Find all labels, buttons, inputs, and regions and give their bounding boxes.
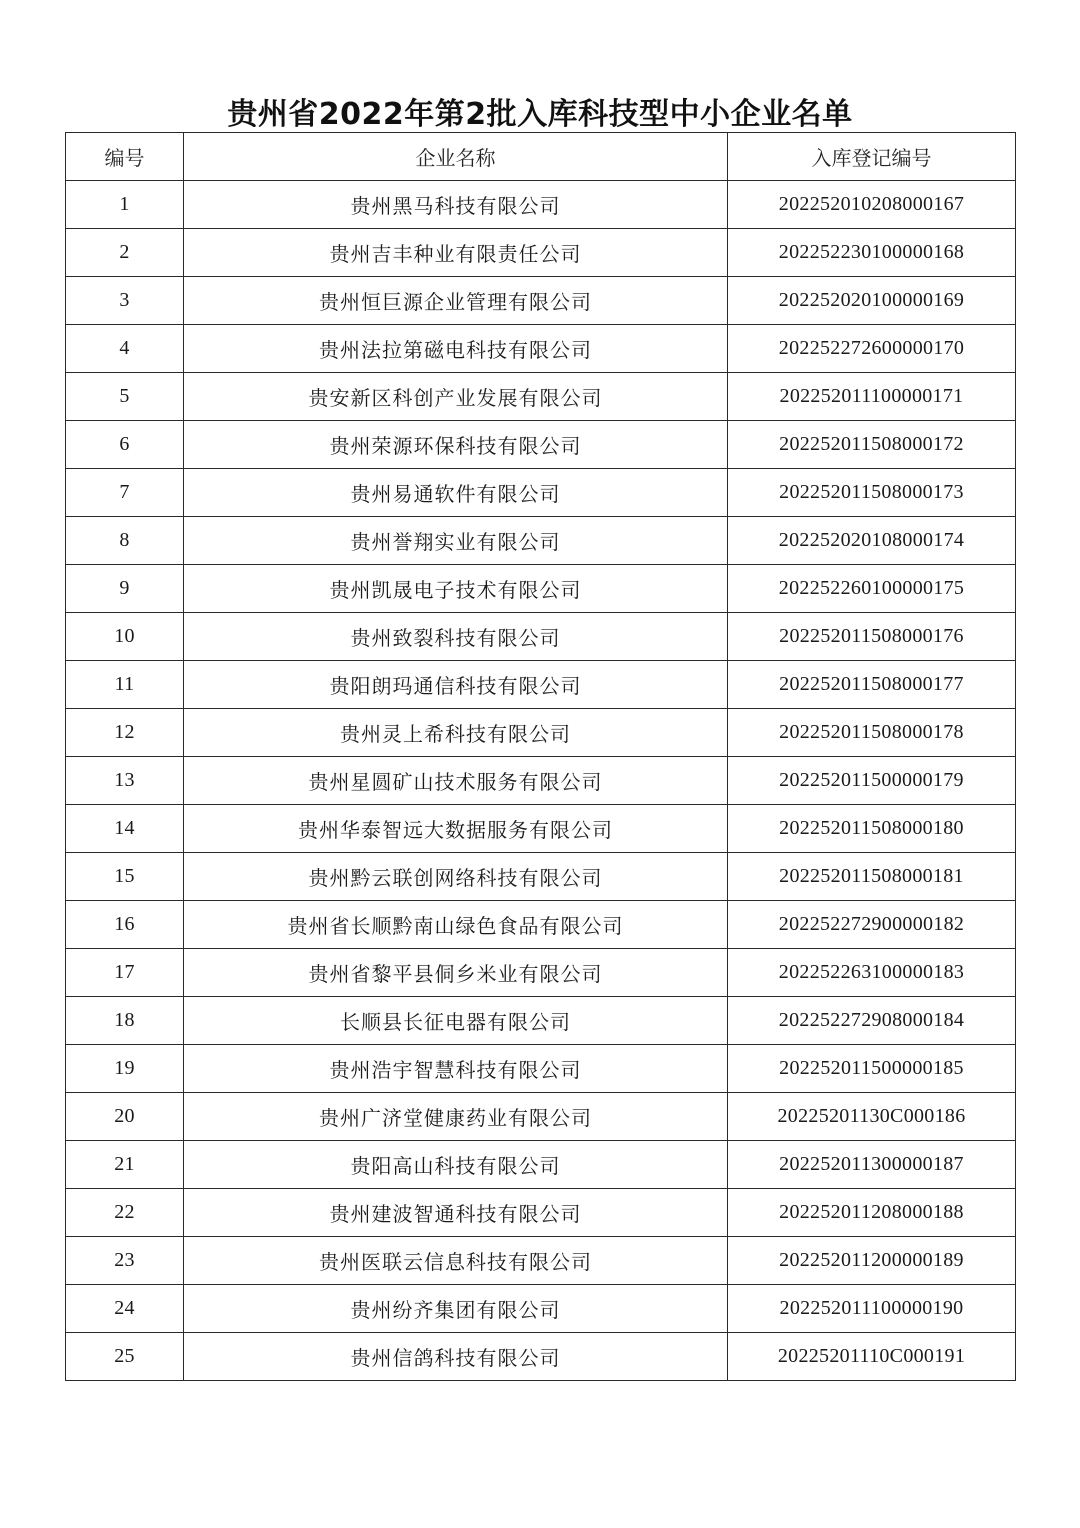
registration-number-cell: 202252272900000182 [728,901,1016,949]
row-number-cell: 16 [66,901,184,949]
row-number-cell: 4 [66,325,184,373]
table-body [66,181,1016,1381]
row-number-cell: 20 [66,1093,184,1141]
row-number-cell: 1 [66,181,184,229]
row-number-cell: 15 [66,853,184,901]
table-row [66,757,1016,805]
table-row [66,469,1016,517]
registration-number-cell: 202252011508000180 [728,805,1016,853]
enterprise-name-cell: 贵州黔云联创网络科技有限公司 [184,853,728,901]
enterprise-name-cell: 贵州浩宇智慧科技有限公司 [184,1045,728,1093]
enterprise-name-cell: 贵州省长顺黔南山绿色食品有限公司 [184,901,728,949]
enterprise-name-cell: 贵州致裂科技有限公司 [184,613,728,661]
registration-number-cell: 202252263100000183 [728,949,1016,997]
table-row [66,853,1016,901]
enterprise-name-cell: 贵州吉丰种业有限责任公司 [184,229,728,277]
registration-number-cell: 202252010208000167 [728,181,1016,229]
row-number-cell: 11 [66,661,184,709]
table-row [66,997,1016,1045]
row-number-cell: 9 [66,565,184,613]
enterprise-name-cell: 贵州灵上希科技有限公司 [184,709,728,757]
enterprise-name-cell: 贵州黑马科技有限公司 [184,181,728,229]
table-row [66,805,1016,853]
row-number-cell: 22 [66,1189,184,1237]
row-number-cell: 8 [66,517,184,565]
registration-number-cell: 202252011300000187 [728,1141,1016,1189]
row-number-cell: 25 [66,1333,184,1381]
header-number: 编号 [66,133,184,181]
row-number-cell: 21 [66,1141,184,1189]
table-row [66,901,1016,949]
enterprise-name-cell: 贵安新区科创产业发展有限公司 [184,373,728,421]
table-row [66,949,1016,997]
table-row [66,229,1016,277]
registration-number-cell: 202252230100000168 [728,229,1016,277]
table-row [66,1237,1016,1285]
registration-number-cell: 202252011508000172 [728,421,1016,469]
registration-number-cell: 202252272600000170 [728,325,1016,373]
table-row [66,373,1016,421]
registration-number-cell: 202252011508000176 [728,613,1016,661]
table-row [66,1045,1016,1093]
table-row [66,709,1016,757]
registration-number-cell: 202252011100000190 [728,1285,1016,1333]
table-row [66,1333,1016,1381]
row-number-cell: 6 [66,421,184,469]
table-row [66,661,1016,709]
row-number-cell: 5 [66,373,184,421]
registration-number-cell: 202252011508000173 [728,469,1016,517]
table-row [66,181,1016,229]
row-number-cell: 13 [66,757,184,805]
enterprise-name-cell: 贵州誉翔实业有限公司 [184,517,728,565]
registration-number-cell: 202252011508000178 [728,709,1016,757]
header-registration-number: 入库登记编号 [728,133,1016,181]
enterprise-name-cell: 贵州建波智通科技有限公司 [184,1189,728,1237]
row-number-cell: 19 [66,1045,184,1093]
registration-number-cell: 202252011200000189 [728,1237,1016,1285]
enterprise-name-cell: 贵州星圆矿山技术服务有限公司 [184,757,728,805]
registration-number-cell: 202252272908000184 [728,997,1016,1045]
table-row [66,1141,1016,1189]
registration-number-cell: 202252011208000188 [728,1189,1016,1237]
enterprise-name-cell: 贵州广济堂健康药业有限公司 [184,1093,728,1141]
enterprise-name-cell: 贵州荣源环保科技有限公司 [184,421,728,469]
document-title: 贵州省2022年第2批入库科技型中小企业名单 [227,97,853,133]
enterprise-name-cell: 贵州恒巨源企业管理有限公司 [184,277,728,325]
table-row [66,517,1016,565]
table-row [66,565,1016,613]
registration-number-cell: 202252011500000185 [728,1045,1016,1093]
row-number-cell: 12 [66,709,184,757]
enterprise-name-cell: 贵阳朗玛通信科技有限公司 [184,661,728,709]
table-row [66,1285,1016,1333]
table-row [66,1093,1016,1141]
registration-number-cell: 20225201110C000191 [728,1333,1016,1381]
table-row [66,613,1016,661]
table-header-row [66,133,1016,181]
enterprise-name-cell: 贵州纷齐集团有限公司 [184,1285,728,1333]
row-number-cell: 17 [66,949,184,997]
enterprise-name-cell: 贵州法拉第磁电科技有限公司 [184,325,728,373]
enterprise-name-cell: 贵州医联云信息科技有限公司 [184,1237,728,1285]
registration-number-cell: 202252020108000174 [728,517,1016,565]
row-number-cell: 18 [66,997,184,1045]
header-enterprise-name: 企业名称 [184,133,728,181]
registration-number-cell: 202252011508000181 [728,853,1016,901]
row-number-cell: 7 [66,469,184,517]
enterprise-name-cell: 贵州华泰智远大数据服务有限公司 [184,805,728,853]
enterprise-name-cell: 贵阳高山科技有限公司 [184,1141,728,1189]
row-number-cell: 3 [66,277,184,325]
enterprise-name-cell: 贵州凯晟电子技术有限公司 [184,565,728,613]
registration-number-cell: 202252011100000171 [728,373,1016,421]
registration-number-cell: 202252260100000175 [728,565,1016,613]
table-row [66,421,1016,469]
enterprise-name-cell: 贵州易通软件有限公司 [184,469,728,517]
registration-number-cell: 202252020100000169 [728,277,1016,325]
table-row [66,277,1016,325]
enterprise-name-cell: 贵州省黎平县侗乡米业有限公司 [184,949,728,997]
enterprise-name-cell: 长顺县长征电器有限公司 [184,997,728,1045]
row-number-cell: 14 [66,805,184,853]
row-number-cell: 10 [66,613,184,661]
row-number-cell: 24 [66,1285,184,1333]
row-number-cell: 2 [66,229,184,277]
registration-number-cell: 20225201130C000186 [728,1093,1016,1141]
enterprise-name-cell: 贵州信鸽科技有限公司 [184,1333,728,1381]
registration-number-cell: 202252011508000177 [728,661,1016,709]
row-number-cell: 23 [66,1237,184,1285]
table-row [66,1189,1016,1237]
table-row [66,325,1016,373]
enterprise-list-table [65,132,1016,1381]
registration-number-cell: 202252011500000179 [728,757,1016,805]
